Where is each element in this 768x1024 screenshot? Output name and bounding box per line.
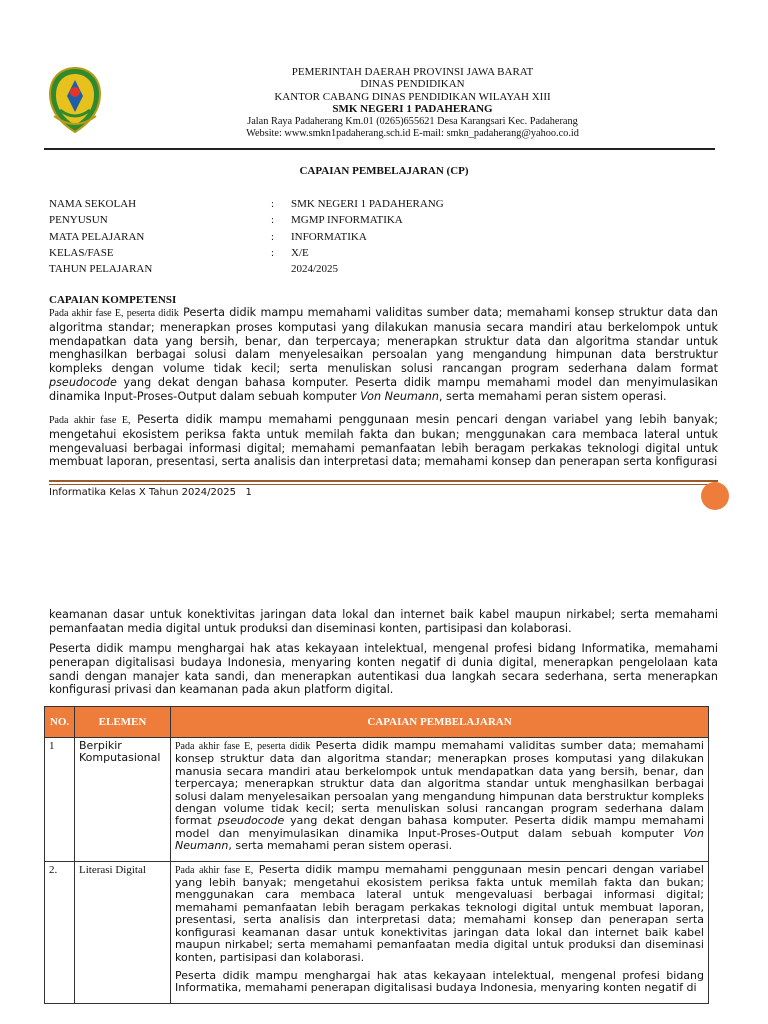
jawa-barat-emblem-logo [48, 66, 102, 134]
footer-title: Informatika Kelas X Tahun 2024/2025 [49, 487, 236, 498]
info-label: PENYUSUN [49, 214, 108, 226]
footer-decoration-circle [701, 482, 729, 510]
info-row-author [49, 214, 649, 230]
digital-rights-paragraph: Peserta didik mampu menghargai hak atas kekayaan intelektual, mengenal profesi bidang Informatika, memahami penerapan digitalisasi budaya Indonesia, menyaring konten negatif di dunia digital, menerapkan pengelolaan kata sandi dengan manajer kata sandi, dan menerapkan autentikasi dua langkah secara sederhana, serta menerapkan konfigurasi privasi dan keamanan pada akun platform digital. [49, 642, 718, 697]
outcome-lead: Pada akhir fase E, [175, 864, 254, 876]
paragraph-italic: Von Neumann [360, 389, 439, 403]
info-label: KELAS/FASE [49, 247, 114, 259]
outcome-italic: pseudocode [217, 814, 285, 828]
outcome-text: Peserta didik mampu menghargai hak atas kekayaan intelektual, mengenal profesi bidang Informatika, memahami penerapan digitalisasi budaya Indonesia, menyaring konten negatif di [175, 968, 704, 995]
paragraph-text: Peserta didik mampu memahami validitas sumber data; memahami konsep struktur data dan algoritma standar; menerapkan proses komputasi yang dilakukan manusia secara mandiri atau berkelompok untuk mendapatkan data yang bersih, benar, dan terpercaya; menerapkan struktur data dan algoritma standar untuk menghasilkan berbagai solusi dalam menyelesaikan persoalan yang mengandung himpunan data berstruktur kompleks dengan volume tidak kecil; serta menuliskan solusi rancangan program sederhana dalam format [49, 306, 718, 376]
paragraph-text: Peserta didik mampu memahami penggunaan mesin pencari dengan variabel yang lebih banyak; mengetahui ekosistem periksa fakta untuk memilah fakta dan bukan; menggunakan cara membaca lateral untuk mengevaluasi berbagai informasi digital; memahami pemanfaatan lebih beragam perkakas teknologi digital untuk membuat laporan, presentasi, serta analisis dan interpretasi data; memahami konsep dan penerapan serta konfigurasi [49, 413, 718, 469]
outcome-text: yang dekat dengan bahasa komputer. Peserta didik mampu memahami model dan menyimulasikan dinamika Input-Proses-Output dalam sebuah komputer [175, 814, 704, 840]
outcome-text: Peserta didik mampu memahami penggunaan mesin pencari dengan variabel yang lebih banyak; mengetahui ekosistem periksa fakta untuk memilah fakta dan bukan; menggunakan cara membaca lateral untuk mengevaluasi berbagai informasi digital; memahami pemanfaatan lebih beragam perkakas teknologi digital untuk membuat laporan, presentasi, serta analisis dan interpretasi data; memahami konsep dan penerapan serta konfigurasi keamanan dasar untuk konektivitas jaringan data lokal dan internet baik kabel maupun nirkabel; serta memahami pemanfaatan media digital untuk produksi dan diseminasi konten, partisipasi dan kolaborasi. [175, 862, 704, 964]
info-colon: : [271, 247, 275, 259]
letterhead-line-branch-office: KANTOR CABANG DINAS PENDIDIKAN WILAYAH XIII [274, 90, 551, 103]
info-row-academic-year [49, 263, 649, 279]
document-title: CAPAIAN PEMBELAJARAN (CP) [299, 165, 469, 177]
row-element: Berpikir Komputasional [75, 738, 171, 862]
outcome-text: Peserta didik mampu memahami validitas sumber data; memahami konsep struktur data dan algoritma standar; menerapkan proses komputasi yang dilakukan manusia secara mandiri atau berkelompok untuk mendapatkan data yang bersih, benar, dan terpercaya; menerapkan struktur data dan algoritma standar untuk menghasilkan berbagai solusi dalam menyelesaikan persoalan yang mengandung himpunan data berstruktur kompleks dengan volume tidak kecil; serta menuliskan solusi rancangan program sederhana dalam format [175, 739, 704, 828]
letterhead [215, 66, 610, 140]
outcome-lead: Pada akhir fase E, peserta didik [175, 741, 311, 752]
continuation-paragraph: keamanan dasar untuk konektivitas jaringan data lokal dan internet baik kabel maupun nirkabel; serta memahami pemanfaatan media digital untuk produksi dan diseminasi konten, partisipasi dan kolaborasi. [49, 608, 718, 635]
table-header-row [45, 707, 709, 738]
info-label: TAHUN PELAJARAN [49, 263, 153, 275]
paragraph-lead: Pada akhir fase E, peserta didik [49, 308, 179, 319]
header-element: ELEMEN [75, 707, 171, 738]
info-row-school [49, 198, 649, 214]
paragraph-lead: Pada akhir fase E, [49, 415, 131, 426]
info-value: SMK NEGERI 1 PADAHERANG [291, 198, 444, 210]
info-row-subject [49, 231, 649, 247]
paragraph-text: , serta memahami peran sistem operasi. [438, 389, 667, 403]
info-colon: : [271, 214, 275, 226]
letterhead-divider [44, 148, 715, 150]
competence-paragraph-2 [49, 413, 718, 469]
outcome-text: , serta memahami peran sistem operasi. [228, 839, 453, 853]
outcome-italic: Von Neumann [175, 826, 704, 853]
letterhead-school-name: SMK NEGERI 1 PADAHERANG [332, 103, 493, 116]
info-value: 2024/2025 [291, 263, 339, 275]
header-learning-outcome: CAPAIAN PEMBELAJARAN [171, 707, 709, 738]
row-element: Literasi Digital [75, 861, 171, 1003]
info-value: X/E [291, 247, 309, 259]
page-footer [49, 487, 252, 498]
row-outcome [171, 738, 709, 862]
info-label: MATA PELAJARAN [49, 231, 145, 243]
learning-outcomes-table [44, 706, 709, 1004]
info-colon: : [271, 231, 275, 243]
row-number: 2. [45, 861, 75, 1003]
info-colon: : [271, 198, 275, 210]
info-value: MGMP INFORMATIKA [291, 214, 403, 226]
header-no: NO. [45, 707, 75, 738]
letterhead-line-department: DINAS PENDIDIKAN [360, 78, 465, 91]
letterhead-website-email: Website: www.smkn1padaherang.sch.id E-mail: smkn_padaherang@yahoo.co.id [246, 128, 579, 140]
letterhead-address: Jalan Raya Padaherang Km.01 (0265)655621 Desa Karangsari Kec. Padaherang [247, 115, 578, 127]
paragraph-italic: pseudocode [49, 375, 117, 389]
row-number: 1 [45, 738, 75, 862]
table-row [45, 861, 709, 1003]
competence-paragraph-1 [49, 306, 718, 404]
info-row-class-phase [49, 247, 649, 263]
paragraph-text: yang dekat dengan bahasa komputer. Peserta didik mampu memahami model dan menyimulasikan dinamika Input-Proses-Output dalam sebuah komputer [49, 375, 718, 403]
footer-divider [49, 480, 718, 482]
letterhead-line-government: PEMERINTAH DAERAH PROVINSI JAWA BARAT [291, 66, 534, 78]
table-row [45, 738, 709, 862]
row-outcome [171, 861, 709, 1003]
info-value: INFORMATIKA [291, 231, 367, 243]
info-label: NAMA SEKOLAH [49, 198, 137, 210]
footer-divider-thin [49, 484, 718, 485]
page-number: 1 [245, 487, 252, 498]
competence-heading: CAPAIAN KOMPETENSI [49, 294, 177, 306]
